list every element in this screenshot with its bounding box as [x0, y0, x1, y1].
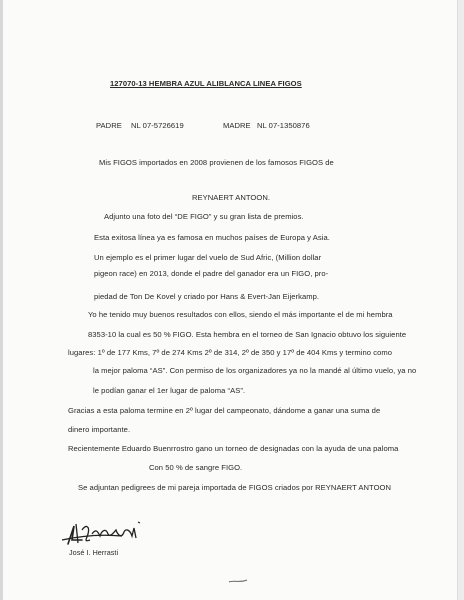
madre-value: NL 07-1350876	[257, 121, 310, 130]
paragraph-line: Un ejemplo es el primer lugar del vuelo de Sud Afric, (Million dollar	[94, 253, 322, 262]
breeder-name: REYNAERT ANTOON.	[192, 193, 271, 202]
paragraph-line: Esta exitosa línea ya es famosa en muchos países de Europa y Asia.	[94, 233, 330, 242]
signature-name: José I. Herrasti	[69, 548, 119, 557]
paragraph-line: 8353-10 la cual es 50 % FIGO. Esta hembra en el torneo de San Ignacio obtuvo los siguiente	[88, 330, 407, 339]
paragraph-line: Adjunto una foto del “DE FIGO” y su gran lista de premios.	[104, 212, 304, 221]
paragraph-line: Gracias a esta paloma termine en 2º lugar del campeonato, dándome a ganar una suma de	[68, 406, 381, 415]
scan-edge-left	[0, 0, 3, 600]
padre-value: NL 07-5726619	[131, 121, 184, 130]
document-title: 127070-13 HEMBRA AZUL ALIBLANCA LINEA FIGOS	[110, 79, 302, 88]
handwritten-signature	[60, 510, 150, 550]
intro-line: Mis FIGOS importados en 2008 provienen de los famosos FIGOS de	[99, 158, 334, 167]
paragraph-line: Recientemente Eduardo Buenrrostro gano un torneo de designadas con la ayuda de una paloma	[68, 444, 399, 453]
paragraph-line: Se adjuntan pedigrees de mi pareja importada de FIGOS criados por REYNAERT ANTOON	[78, 483, 392, 492]
madre-label: MADRE	[223, 121, 251, 130]
paragraph-line: dinero importante.	[68, 425, 131, 434]
paragraph-line: la mejor paloma “AS”. Con permiso de los organizadores ya no la mandé al último vuelo, ya no	[93, 366, 417, 375]
padre-label: PADRE	[96, 121, 122, 130]
paragraph-line: piedad de Ton De Kovel y criado por Hans & Evert-Jan Eijerkamp.	[94, 292, 320, 301]
scan-edge-right	[457, 0, 464, 600]
paragraph-line: lugares: 1º de 177 Kms, 7º de 274 Kms 2º de 314, 2º de 350 y 17º de 404 Kms y termino como	[68, 348, 392, 357]
stray-pen-mark	[228, 578, 248, 584]
paragraph-line: pigeon race) en 2013, donde el padre del ganador era un FIGO, pro-	[94, 269, 329, 278]
paragraph-line: Yo he tenido muy buenos resultados con ellos, siendo el más importante el de mi hembra	[88, 310, 393, 319]
paragraph-line: le podían ganar el 1er lugar de paloma “AS”.	[93, 386, 246, 395]
paragraph-line: Con 50 % de sangre FIGO.	[149, 463, 243, 472]
